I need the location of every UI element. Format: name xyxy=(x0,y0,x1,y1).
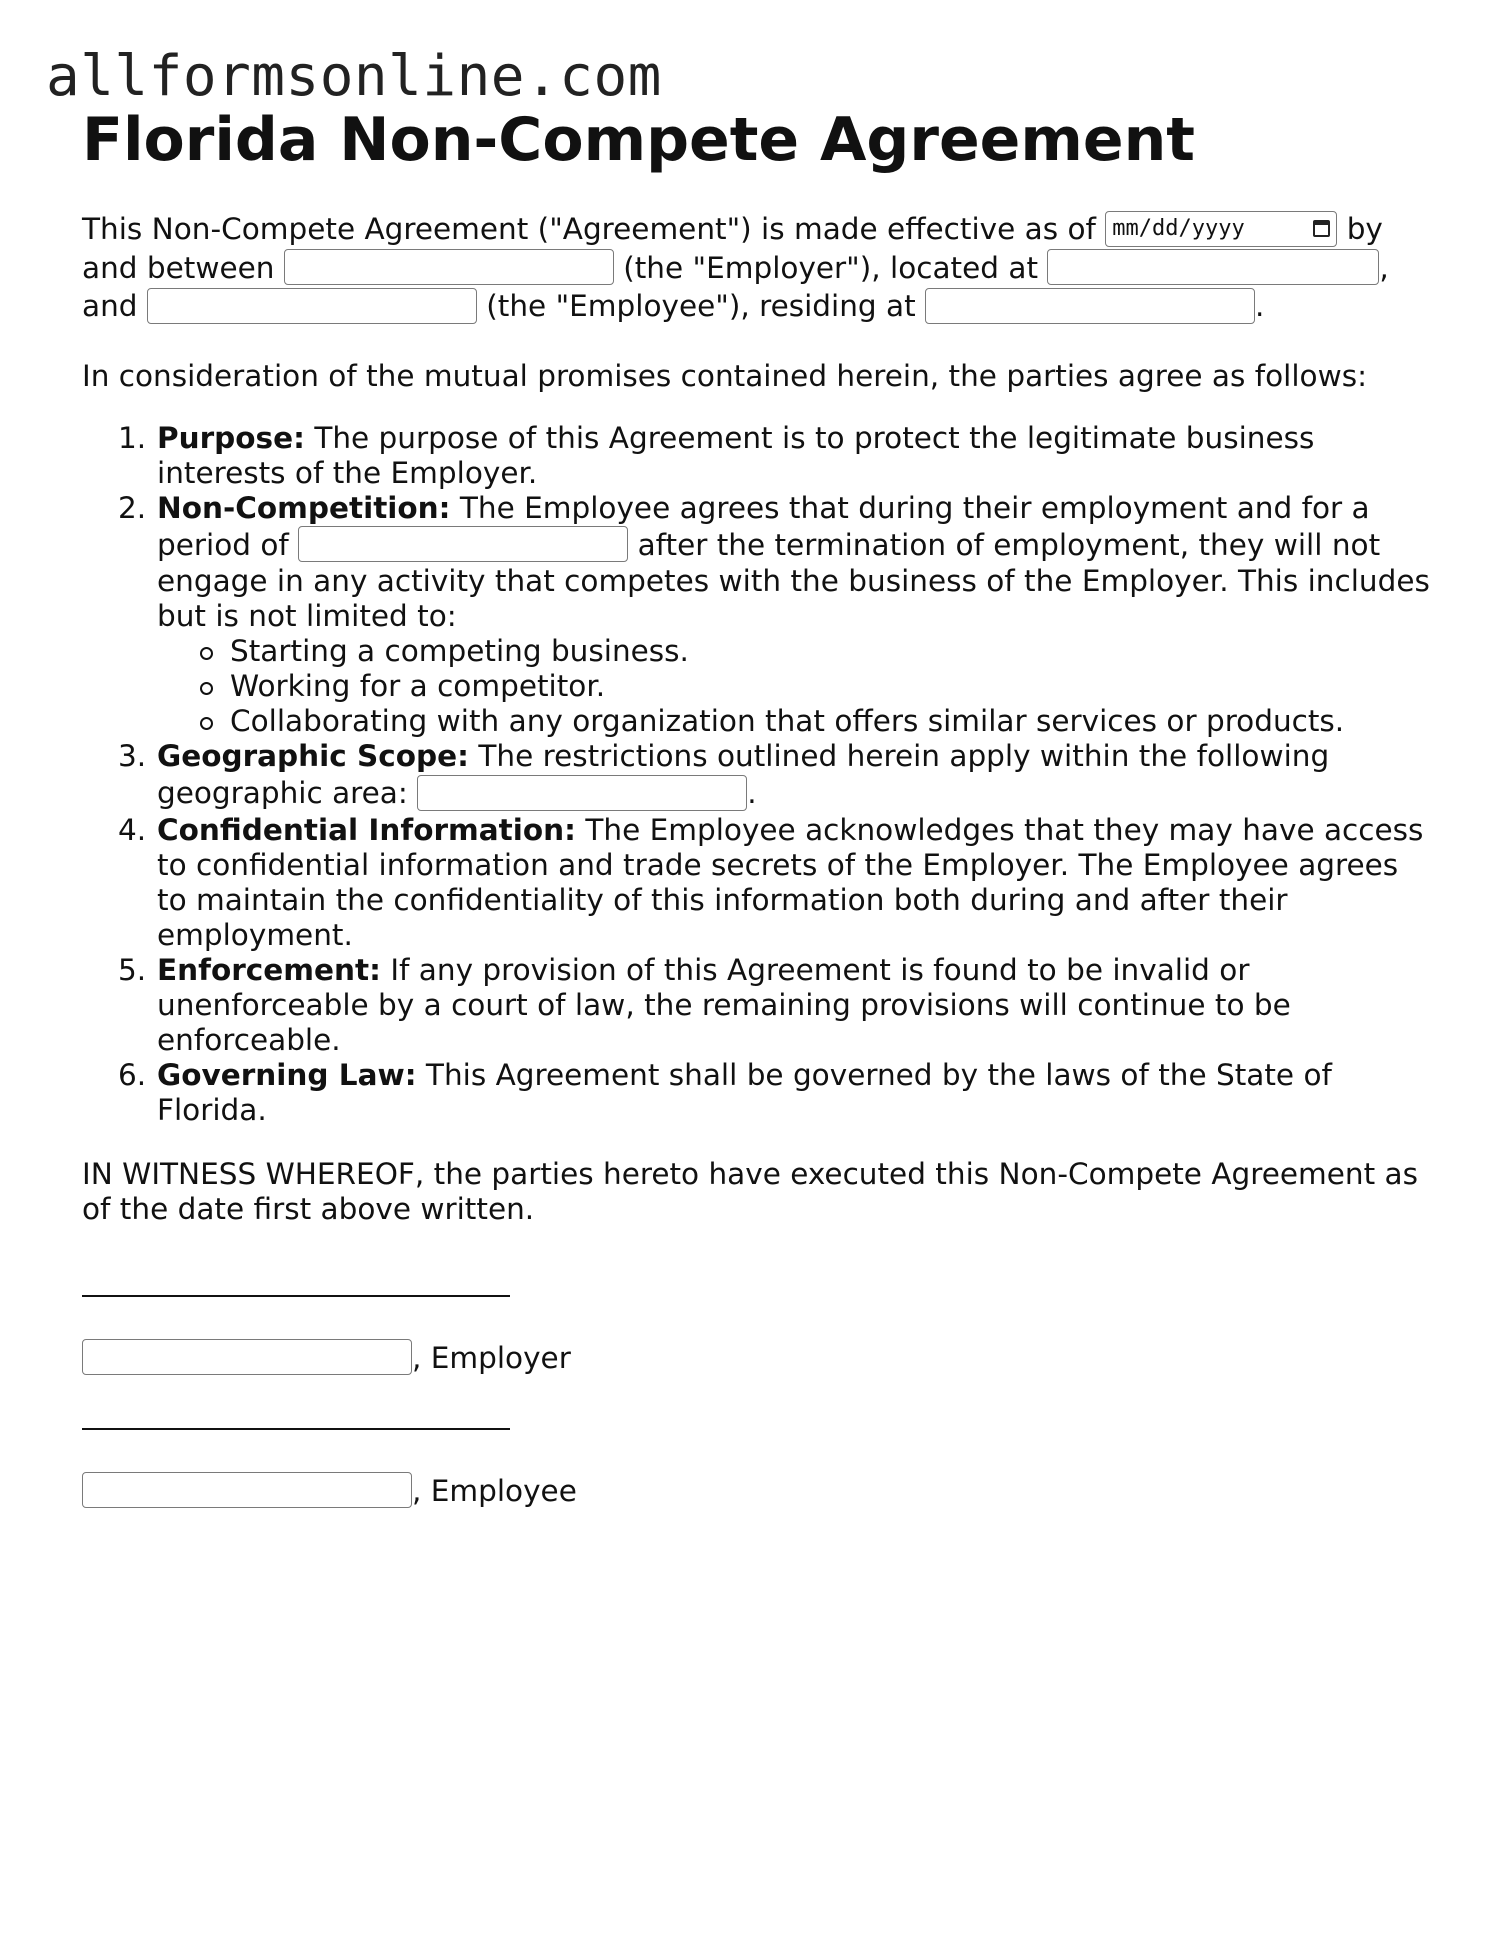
consideration-paragraph: In consideration of the mutual promises contained herein, the parties agree as follows: xyxy=(82,358,1368,393)
term-heading: Non-Competition: xyxy=(157,490,451,525)
term-heading: Geographic Scope: xyxy=(157,739,469,773)
term-line xyxy=(157,526,1442,565)
employee-signatory-input[interactable] xyxy=(82,1472,412,1508)
term-text: but is not limited to: xyxy=(157,599,457,633)
list-item-text: Starting a competing business. xyxy=(230,634,689,668)
employee-name-input[interactable] xyxy=(147,288,477,324)
term-line xyxy=(157,774,1442,813)
term-heading: Enforcement: xyxy=(157,952,381,987)
witness-text: of the date first above written. xyxy=(82,1191,535,1226)
list-item-text: Working for a competitor. xyxy=(230,669,606,703)
bullet-icon xyxy=(200,682,213,695)
employer-label: , Employer xyxy=(412,1340,571,1375)
employee-label: , Employee xyxy=(412,1473,577,1508)
term-text: The Employee acknowledges that they may have access xyxy=(585,812,1424,847)
intro-line-2 xyxy=(82,249,1442,288)
term-heading: Governing Law: xyxy=(157,1057,417,1092)
intro-line-3 xyxy=(82,287,1442,326)
term-heading: Purpose: xyxy=(157,420,305,455)
employer-signature-line[interactable] xyxy=(82,1295,510,1297)
term-text: interests of the Employer. xyxy=(157,455,538,490)
employer-signature-block xyxy=(82,1265,1442,1391)
term-text: geographic area: xyxy=(157,776,408,810)
term-geographic-scope xyxy=(118,739,1442,813)
list-item xyxy=(230,669,1442,704)
term-text: The purpose of this Agreement is to protect the legitimate business xyxy=(314,420,1315,455)
term-number: 4. xyxy=(118,812,147,847)
employer-name-input[interactable] xyxy=(284,249,614,285)
date-placeholder: mm/dd/yyyy xyxy=(1112,216,1245,241)
witness-paragraph xyxy=(82,1157,1442,1227)
terms-list xyxy=(82,421,1442,1128)
term-text: enforceable. xyxy=(157,1022,341,1057)
term-confidential-information xyxy=(118,812,1442,953)
intro-text: (the "Employer"), located at xyxy=(623,250,1039,285)
list-item xyxy=(230,704,1442,739)
employee-signature-row xyxy=(82,1472,577,1511)
intro-text: This Non-Compete Agreement ("Agreement") is made effective as of xyxy=(82,212,1096,246)
term-text: If any provision of this Agreement is found to be invalid or xyxy=(390,952,1250,987)
term-text: unenforceable by a court of law, the remaining provisions will continue to be xyxy=(157,987,1291,1022)
term-number: 3. xyxy=(118,739,147,773)
term-text: to confidential information and trade secrets of the Employer. The Employee agrees xyxy=(157,847,1399,882)
term-text: . xyxy=(747,776,757,810)
list-item-text: Collaborating with any organization that offers similar services or products. xyxy=(230,704,1345,738)
term-text: employment. xyxy=(157,917,353,952)
term-text: to maintain the confidentiality of this information both during and after their xyxy=(157,882,1288,917)
intro-text: . xyxy=(1255,289,1265,323)
term-purpose xyxy=(118,420,1442,491)
page-title: Florida Non-Compete Agreement xyxy=(82,105,1195,175)
term-text: The restrictions outlined herein apply within the following xyxy=(478,739,1330,773)
employee-address-input[interactable] xyxy=(925,288,1255,324)
term-number: 6. xyxy=(118,1057,147,1092)
intro-text: (the "Employee"), residing at xyxy=(486,289,916,323)
employer-signature-row xyxy=(82,1339,571,1378)
intro-text: and xyxy=(82,289,138,323)
term-text: This Agreement shall be governed by the laws of the State of xyxy=(425,1057,1332,1092)
term-text: Florida. xyxy=(157,1092,267,1127)
term-text: The Employee agrees that during their employment and for a xyxy=(459,490,1370,525)
bullet-icon xyxy=(200,717,213,730)
employee-signature-line[interactable] xyxy=(82,1428,510,1430)
term-text: period of xyxy=(157,527,289,562)
intro-text: by xyxy=(1346,212,1383,246)
geographic-area-input[interactable] xyxy=(417,775,747,811)
employer-signatory-input[interactable] xyxy=(82,1339,412,1375)
term-non-competition xyxy=(118,490,1442,740)
agreement-body xyxy=(82,210,1442,1517)
term-enforcement xyxy=(118,952,1442,1058)
term-number: 2. xyxy=(118,490,147,525)
term-number: 1. xyxy=(118,420,147,455)
employer-address-input[interactable] xyxy=(1047,249,1379,285)
list-item xyxy=(230,634,1442,669)
employee-signature-block xyxy=(82,1391,1442,1517)
intro-line-1 xyxy=(82,210,1442,249)
witness-text: IN WITNESS WHEREOF, the parties hereto have executed this Non-Compete Agreement as xyxy=(82,1156,1418,1191)
term-text: engage in any activity that competes with the business of the Employer. This includes xyxy=(157,564,1430,598)
effective-date-input[interactable] xyxy=(1105,211,1337,247)
term-heading: Confidential Information: xyxy=(157,812,576,847)
term-number: 5. xyxy=(118,952,147,987)
non-compete-period-input[interactable] xyxy=(298,526,628,562)
intro-text: , xyxy=(1379,250,1389,285)
bullet-icon xyxy=(200,647,213,660)
term-governing-law xyxy=(118,1057,1442,1128)
non-competition-examples xyxy=(157,634,1442,739)
intro-text: and between xyxy=(82,250,275,285)
calendar-icon[interactable] xyxy=(1313,220,1330,237)
watermark: allformsonline.com xyxy=(46,44,662,109)
term-text: after the termination of employment, they will not xyxy=(637,527,1381,562)
